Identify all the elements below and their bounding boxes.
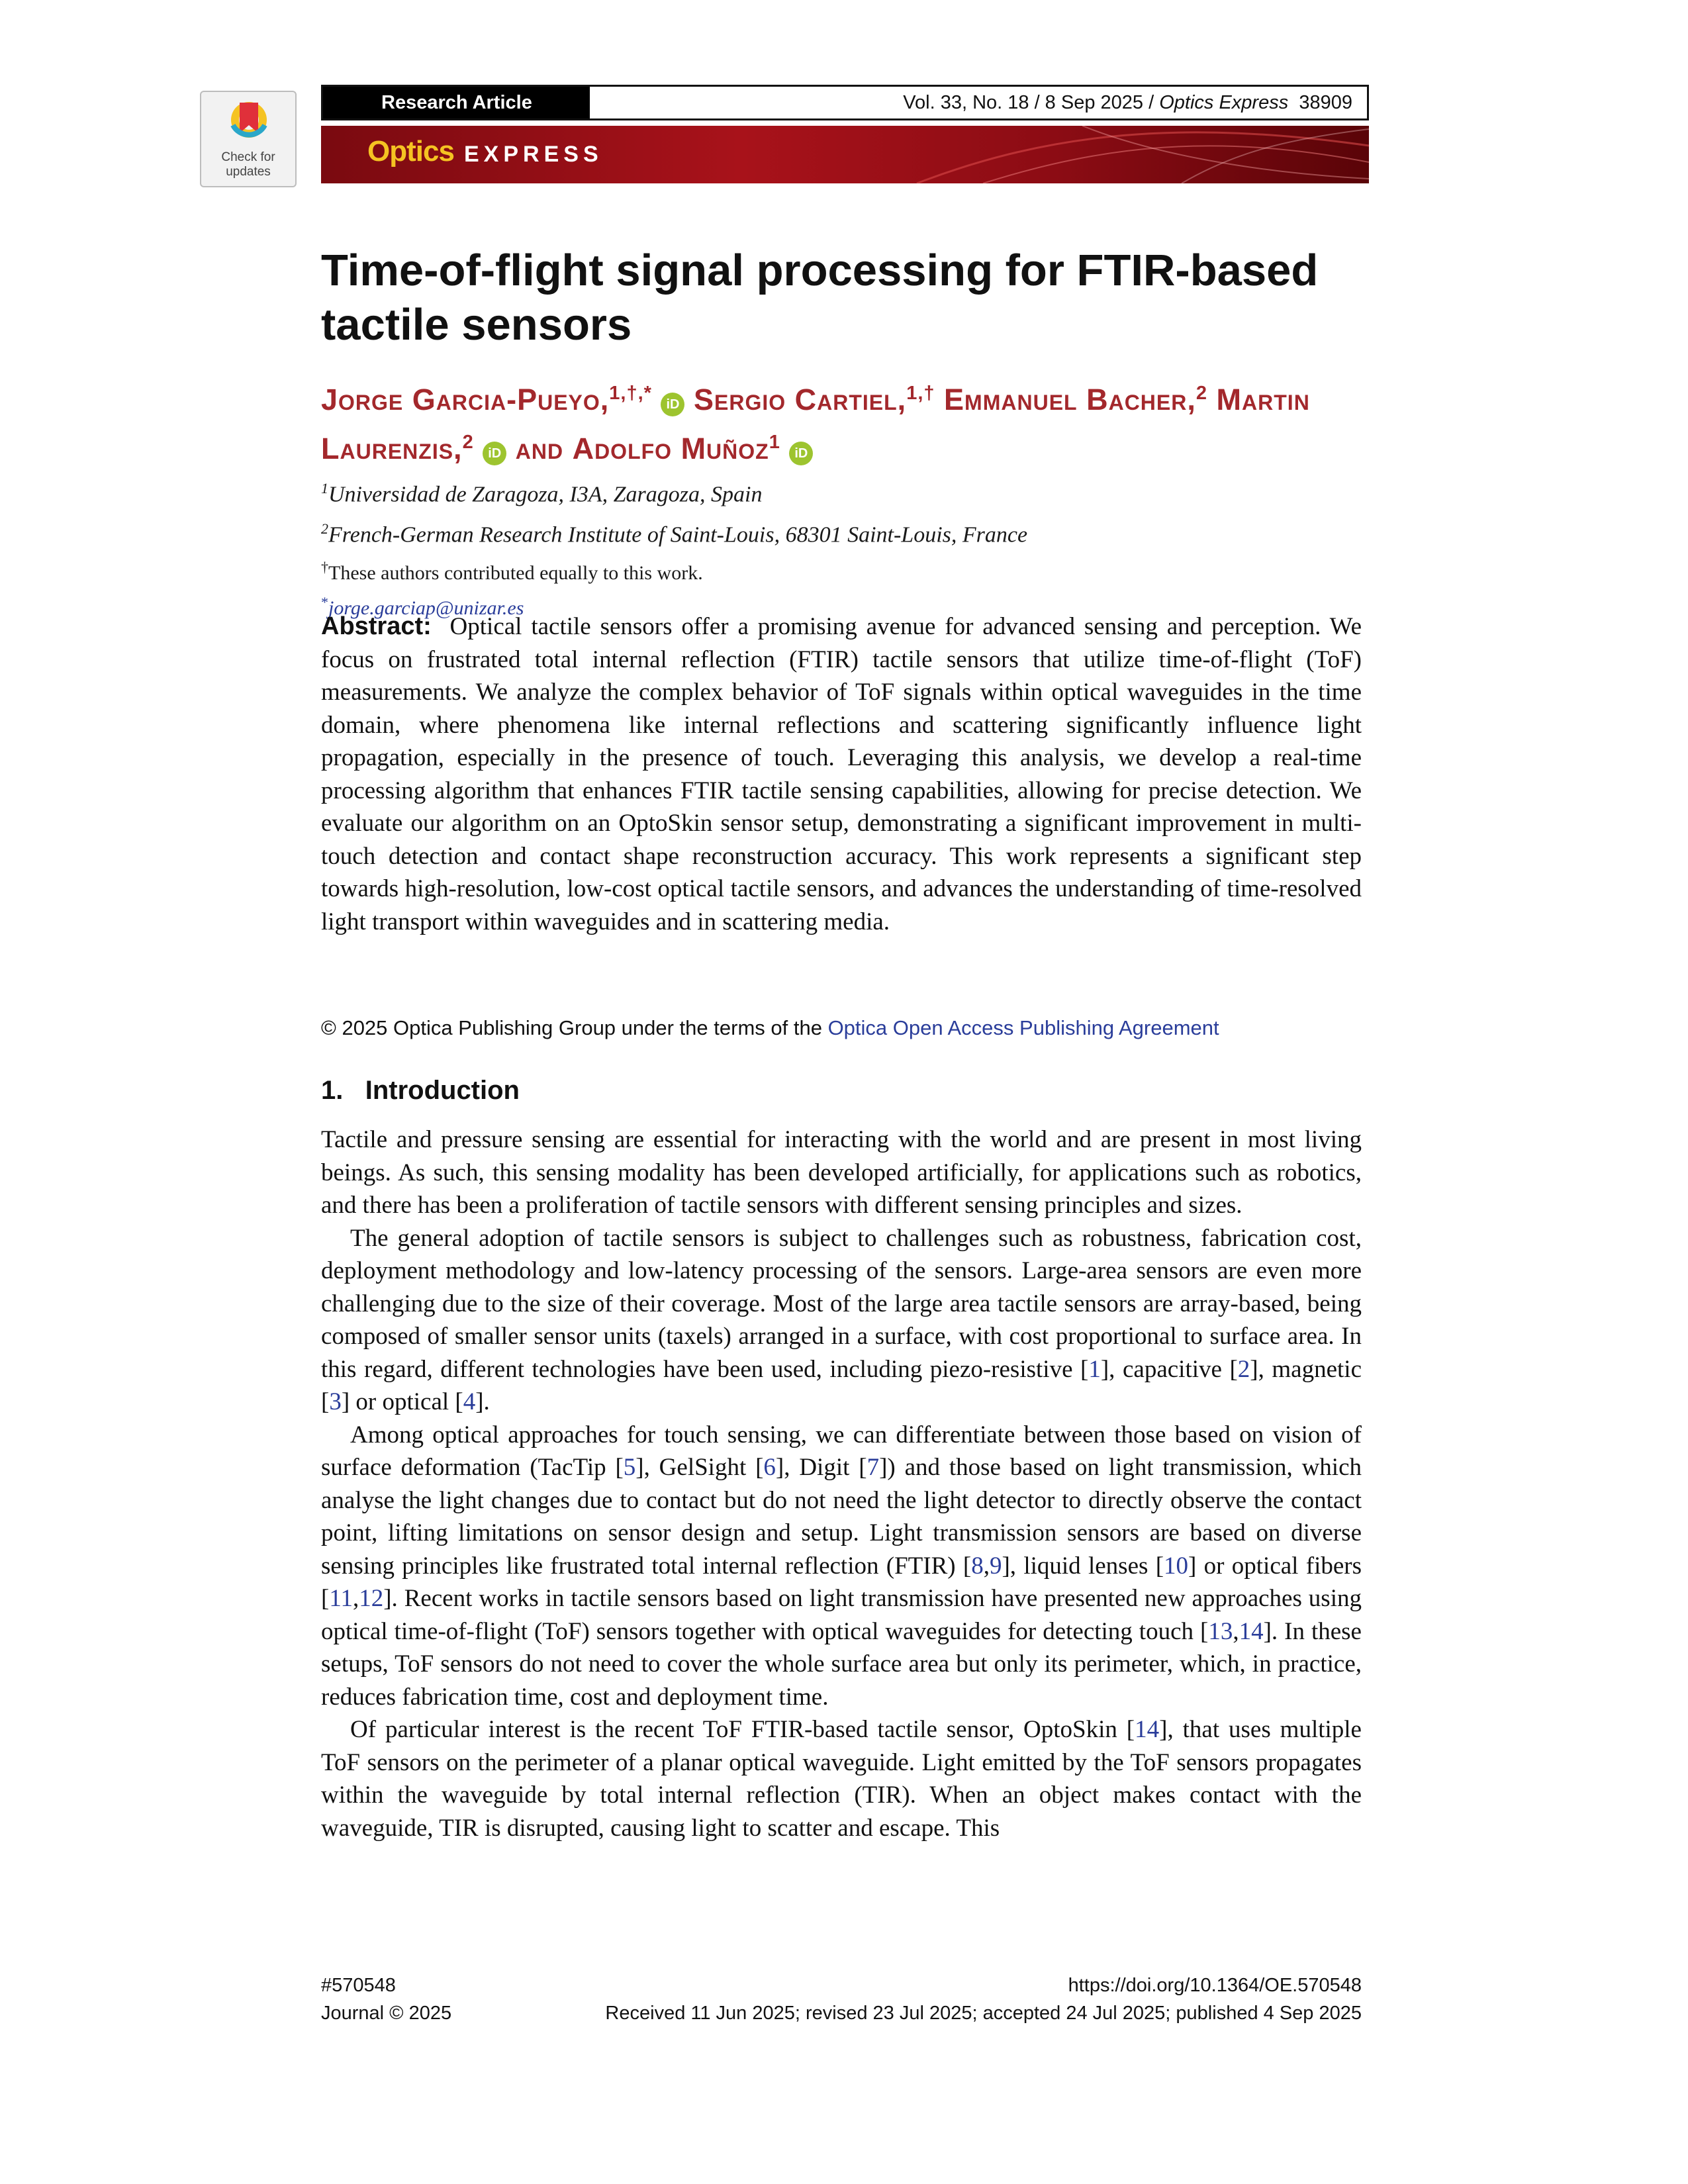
- license-link[interactable]: Optica Open Access Publishing Agreement: [827, 1016, 1219, 1039]
- badge-label-line1: Check for: [221, 150, 275, 164]
- author-4-affil: 2: [462, 432, 474, 453]
- author-3-affil: 2: [1196, 383, 1208, 404]
- paper-title: Time-of-flight signal processing for FTIR-based tactile sensors: [321, 246, 1319, 350]
- abstract-label: Abstract:: [321, 612, 432, 640]
- citation-link[interactable]: 14: [1135, 1716, 1160, 1743]
- footer-left: [321, 1971, 451, 2027]
- doi-link[interactable]: https://doi.org/10.1364/OE.570548: [1068, 1975, 1362, 1996]
- orcid-icon[interactable]: iD: [483, 442, 506, 465]
- citation-link[interactable]: 11: [329, 1585, 353, 1612]
- citation-link[interactable]: 10: [1164, 1552, 1189, 1580]
- volume-info: Vol. 33, No. 18 / 8 Sep 2025 / Optics Express 38909: [903, 92, 1352, 113]
- author-5: Adolfo Muñoz: [572, 432, 769, 465]
- citation-link[interactable]: 12: [359, 1585, 384, 1612]
- citation-link[interactable]: 5: [623, 1454, 636, 1481]
- citation-link[interactable]: 13: [1208, 1617, 1233, 1645]
- citation-link[interactable]: 8: [971, 1552, 984, 1580]
- author-5-affil: 1: [769, 432, 780, 453]
- author-3: Emmanuel Bacher,: [944, 383, 1196, 416]
- author-list: [321, 372, 1380, 470]
- article-type-label: Research Article: [323, 87, 590, 119]
- journal-banner: [321, 126, 1369, 183]
- citation-link[interactable]: 7: [867, 1454, 880, 1481]
- citation-link[interactable]: 14: [1239, 1617, 1264, 1645]
- author-2-affil: 1,†: [906, 383, 935, 404]
- journal-logo-express: EXPRESS: [464, 142, 603, 167]
- journal-copyright: Journal © 2025: [321, 2003, 452, 2024]
- equal-contribution-note: †These authors contributed equally to this work.: [321, 558, 703, 584]
- intro-body: [321, 1123, 1362, 1844]
- journal-name: Optics Express: [1159, 92, 1289, 113]
- orcid-icon[interactable]: iD: [661, 393, 684, 416]
- citation-link[interactable]: 4: [463, 1388, 476, 1415]
- author-and: and: [515, 432, 564, 465]
- journal-header-bar: [321, 85, 1369, 120]
- page-number: 38909: [1299, 92, 1352, 113]
- section-heading-introduction: 1. Introduction: [321, 1076, 520, 1105]
- orcid-icon[interactable]: iD: [789, 442, 813, 465]
- citation-link[interactable]: 2: [1237, 1355, 1250, 1383]
- footer-right: [605, 1971, 1362, 2027]
- manuscript-id: #570548: [321, 1975, 396, 1996]
- abstract: [321, 610, 1362, 938]
- author-1-affil: 1,†,*: [609, 383, 652, 404]
- author-2: Sergio Cartiel,: [694, 383, 907, 416]
- corresponding-email[interactable]: *jorge.garciap@unizar.es: [321, 593, 524, 619]
- journal-logo-optics: Optics: [367, 135, 454, 167]
- citation-link[interactable]: 6: [763, 1454, 776, 1481]
- publication-dates: Received 11 Jun 2025; revised 23 Jul 2025; accepted 24 Jul 2025; published 4 Sep 2025: [605, 2003, 1362, 2024]
- citation-link[interactable]: 1: [1088, 1355, 1101, 1383]
- intro-paragraph-3: Among optical approaches for touch sensing, we can differentiate between those based on vision of surface deformation (TacTip [5], GelSight [6], Digit [7]) and those based on light transmission, which analyse the light changes due to contact but do not need the light detector to directly observe the contact point, lifting limitations on sensor design and setup. Light transmission sensors are based on diverse sensing principles like frustrated total internal reflection (FTIR) [8,9], liquid lenses [10] or optical fibers [11,12]. Recent works in tactile sensors based on light transmission have presented new approaches using optical time-of-flight (ToF) sensors together with optical waveguides for detecting touch [13,14]. In these setups, ToF sensors do not need to cover the whole surface area but only its perimeter, which, in practice, reduces fabrication time, cost and deployment time.: [321, 1421, 1362, 1711]
- affiliation-2: $^2$French-German Research Institute of Saint-Louis, 68301 Saint-Louis, France: [321, 520, 1028, 547]
- email-link[interactable]: jorge.garciap@unizar.es: [328, 596, 524, 619]
- affiliation-1: $^1$Universidad de Zaragoza, I3A, Zaragoza, Spain: [321, 480, 763, 507]
- copyright-line: © 2025 Optica Publishing Group under the terms of the Optica Open Access Publishing Agreement: [321, 1016, 1219, 1039]
- author-4: Martin Laurenzis,: [321, 383, 1310, 465]
- badge-label-line2: updates: [226, 165, 271, 179]
- bookmark-icon: [228, 99, 270, 152]
- abstract-text: Optical tactile sensors offer a promising avenue for advanced sensing and perception. We focus on frustrated total internal reflection (FTIR) tactile sensors that utilize time-of-flight (ToF) measurements. We analyze the complex behavior of ToF signals within optical waveguides in the time domain, where phenomena like internal reflections and scattering significantly influence light propagation, especially in the presence of touch. Leveraging this analysis, we develop a real-time processing algorithm that enhances FTIR tactile sensing capabilities, allowing for precise detection. We evaluate our algorithm on an OptoSkin sensor setup, demonstrating a significant improvement in multi-touch detection and contact shape reconstruction accuracy. This work represents a significant step towards high-resolution, low-cost optical tactile sensors, and advances the understanding of time-resolved light transport within waveguides and in scattering media.: [321, 613, 1362, 935]
- intro-paragraph-1: Tactile and pressure sensing are essential for interacting with the world and are present in most living beings. As such, this sensing modality has been developed artificially, for applications such as robotics, and there has been a proliferation of tactile sensors with different sensing principles and sizes.: [321, 1126, 1362, 1219]
- intro-paragraph-4: Of particular interest is the recent ToF FTIR-based tactile sensor, OptoSkin [14], that uses multiple ToF sensors on the perimeter of a planar optical waveguide. Light emitted by the ToF sensors propagates within the waveguide by total internal reflection (TIR). When an object makes contact with the waveguide, TIR is disrupted, causing light to scatter and escape. This: [321, 1716, 1362, 1842]
- check-for-updates-badge[interactable]: [200, 91, 297, 187]
- intro-paragraph-2: The general adoption of tactile sensors is subject to challenges such as robustness, fabrication cost, deployment methodology and low-latency processing of the sensors. Large-area sensors are even more challenging due to the size of their coverage. Most of the large area tactile sensors are array-based, being composed of smaller sensor units (taxels) arranged in a surface, with cost proportional to surface area. In this regard, different technologies have been used, including piezo-resistive [1], capacitive [2], magnetic [3] or optical [4].: [321, 1224, 1362, 1415]
- author-1: Jorge Garcia-Pueyo,: [321, 383, 610, 416]
- affiliations: [321, 471, 1380, 623]
- citation-link[interactable]: 9: [989, 1552, 1002, 1580]
- citation-link[interactable]: 3: [329, 1388, 342, 1415]
